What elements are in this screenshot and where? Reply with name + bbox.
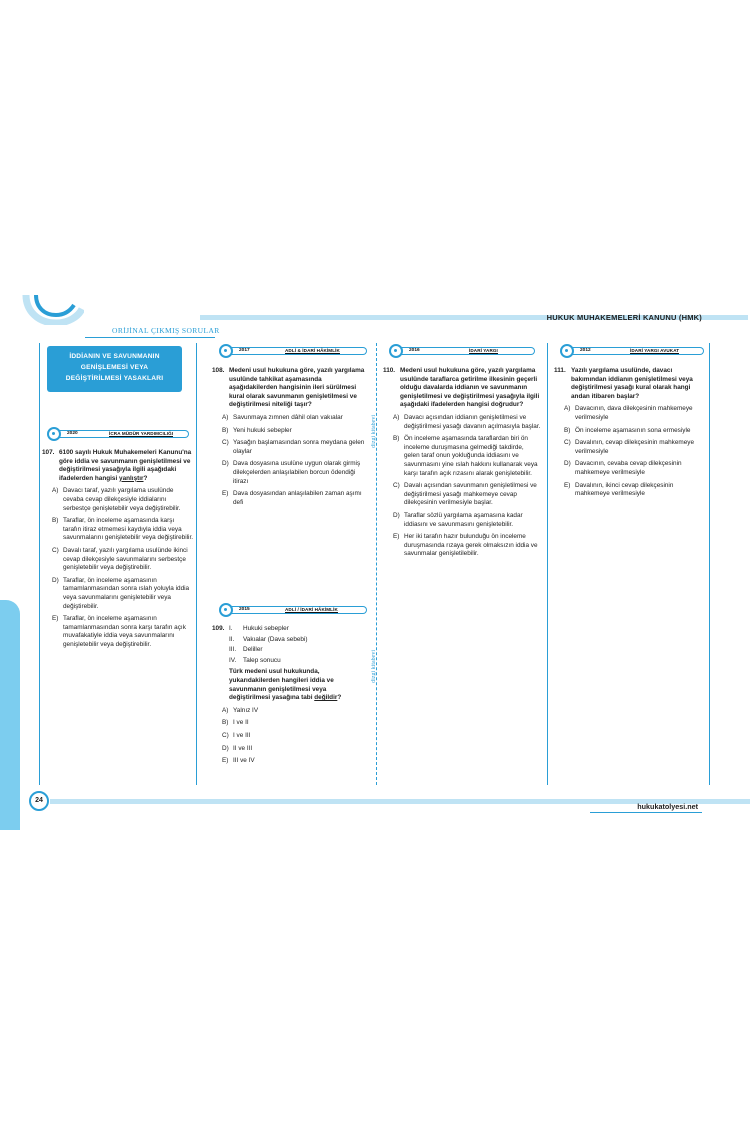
answer-option[interactable] <box>212 490 368 507</box>
roman-item <box>212 646 368 655</box>
ring-icon <box>560 344 574 358</box>
option-key: C) <box>393 482 400 490</box>
exam-source: ADLİ & İDARİ HÂKİMLİK <box>285 347 340 353</box>
answer-option[interactable] <box>383 435 541 478</box>
question-number: 108. <box>212 367 225 374</box>
question-stem-end: ? <box>143 474 148 482</box>
swoosh-logo-icon <box>22 295 84 325</box>
exam-source: İDARİ YARGI AVUKAT <box>630 347 680 353</box>
option-key: B) <box>52 517 59 525</box>
answer-option[interactable] <box>212 460 368 486</box>
roman-item <box>212 657 368 666</box>
option-text: Davalı taraf, yazılı yargılama usulünde ikinci cevap dilekçesiyle savunmalarını serbestçe genişletebilir veya değiştirebilir. <box>63 546 188 572</box>
option-key: D) <box>52 576 59 584</box>
option-text: I ve III <box>233 731 251 739</box>
option-text: III ve IV <box>233 757 255 765</box>
question-stem: Medeni usul hukukuna göre, yazılı yargılama usulünde tahkikat aşamasında aşağıdakilerden hangisinin ileri sürülmesi kural olarak savunmanın genişletilmesi ve değiştirilmesi niteliği taşır? <box>229 367 365 409</box>
question-stem-text: Türk medeni usul hukukunda, yukarıdakilerden hangileri iddia ve savunmanın genişletilmesi veya değiştirilmesi yasağına tabi <box>229 668 334 702</box>
option-key: B) <box>222 426 229 434</box>
answer-option[interactable] <box>42 615 193 649</box>
option-key: C) <box>222 439 229 447</box>
option-text: I ve II <box>233 719 249 727</box>
roman-text: Vakıalar (Dava sebebi) <box>243 635 308 643</box>
option-key: C) <box>222 731 229 739</box>
ring-icon <box>219 603 233 617</box>
left-edge-tab <box>0 600 20 830</box>
option-text: Dava dosyasından anlaşılabilen zaman aşımı defi <box>233 490 362 506</box>
answer-option[interactable] <box>383 512 541 529</box>
option-text: Ön inceleme aşamasının sona ermesiyle <box>575 426 691 434</box>
answer-option[interactable] <box>212 719 368 728</box>
roman-key: IV. <box>229 656 237 664</box>
option-text: Davalı açısından savunmanın genişletilmesi ve değiştirilmesi yasağı mahkemeye cevap dilekçesinin verilmesiyle başlar. <box>404 482 537 507</box>
page-number: 24 <box>29 791 49 811</box>
question-stem: 6100 sayılı Hukuk Muhakemeleri Kanunu'na göre iddia ve savunmanın genişletilmesi ve değiştirilmesi yasağıyla ilgili aşağıdaki ifadelerden hangisi <box>59 449 192 482</box>
exam-source: İDARİ YARGI <box>469 347 498 353</box>
option-text: Ön inceleme aşamasında taraflardan biri ön inceleme duruşmasına gelmediği takdirde, gelen taraf onun yokluğunda iddiasını ve savunmasını yine ıslah hakkını kullanarak veya karşı tarafın açık rızasını alarak genişletebilir. <box>404 435 538 477</box>
exam-year: 2016 <box>409 348 420 353</box>
topic-line: İDDİANIN VE SAVUNMANIN <box>69 353 160 360</box>
roman-item <box>212 636 368 645</box>
question-source-tag <box>219 603 367 617</box>
answer-option[interactable] <box>212 414 368 423</box>
option-key: A) <box>52 487 59 495</box>
question-109 <box>212 623 368 766</box>
question-stem: Yazılı yargılama usulünde, davacı bakımından iddianın genişletilmesi veya değiştirilmesi yasağı kural olarak hangi andan itibaren başlar? <box>571 367 693 400</box>
option-text: Davacının, dava dilekçesinin mahkemeye verilmesiyle <box>575 405 693 421</box>
roman-key: III. <box>229 646 237 654</box>
roman-text: Deliller <box>243 646 263 654</box>
exam-year: 2017 <box>239 348 250 353</box>
option-key: A) <box>393 413 400 421</box>
footer-underline <box>590 812 702 813</box>
option-key: A) <box>222 706 229 714</box>
option-key: D) <box>393 511 400 519</box>
column-divider-left <box>39 343 40 785</box>
option-key: D) <box>564 460 571 468</box>
column-divider-1 <box>196 343 197 785</box>
option-text: Her iki tarafın hazır bulunduğu ön inceleme duruşmasında rızaya gerek olmaksızın iddia ve savunmalar genişletilebilir. <box>404 533 538 558</box>
answer-option[interactable] <box>212 745 368 754</box>
option-key: E) <box>564 481 571 489</box>
question-stem-end: ? <box>337 694 342 702</box>
answer-option[interactable] <box>554 405 706 422</box>
question-number: 109. <box>212 625 225 632</box>
option-key: A) <box>564 405 571 413</box>
ring-icon <box>389 344 403 358</box>
option-text: Yasağın başlamasından sonra meydana gelen olaylar <box>233 439 365 455</box>
book-page <box>0 295 750 830</box>
column-divider-3 <box>547 343 548 785</box>
exam-year: 2015 <box>239 607 250 612</box>
option-key: E) <box>222 757 229 765</box>
option-key: D) <box>222 460 229 468</box>
answer-option[interactable] <box>554 439 706 456</box>
question-110 <box>383 367 541 559</box>
option-text: Yeni hukuki sebepler <box>233 426 292 434</box>
exam-year: 2012 <box>580 348 591 353</box>
question-number: 111. <box>554 367 566 374</box>
topic-heading-box <box>47 346 182 392</box>
column-divider-2 <box>376 343 377 785</box>
option-key: A) <box>222 413 229 421</box>
answer-option[interactable] <box>212 732 368 741</box>
book-title: HUKUK MUHAKEMELERİ KANUNU (HMK) <box>546 313 702 322</box>
answer-option[interactable] <box>212 439 368 456</box>
option-key: D) <box>222 744 229 752</box>
answer-option[interactable] <box>383 482 541 508</box>
ring-icon <box>47 427 61 441</box>
question-number: 110. <box>383 367 396 374</box>
option-text: Taraflar, ön inceleme aşamasında karşı tarafın itiraz etmemesi kaydıyla iddia veya savunmalarını genişletebilir veya değiştirebilir. <box>63 517 194 542</box>
option-text: Taraflar, ön inceleme aşamasının tamamlanmasından sonra karşı tarafın açık muvafakatiyle iddia veya savunmalarını genişletebilir veya değiştirebilir. <box>63 615 186 648</box>
option-key: E) <box>393 533 400 541</box>
question-111 <box>554 367 706 499</box>
option-key: B) <box>564 426 571 434</box>
question-stem-emphasis: değildir <box>314 694 338 702</box>
option-text: Taraflar sözlü yargılama aşamasına kadar iddiasını ve savunmasını genişletebilir. <box>404 511 523 528</box>
answer-option[interactable] <box>42 577 193 611</box>
topic-line: DEĞİŞTİRİLMESİ YASAKLARI <box>65 375 164 382</box>
answer-option[interactable] <box>383 533 541 559</box>
footer-website: hukukatolyesi.net <box>637 802 698 811</box>
question-stem <box>229 668 368 702</box>
section-subtitle: ORİJİNAL ÇIKMIŞ SORULAR <box>112 326 220 335</box>
option-key: E) <box>222 490 229 498</box>
question-stem: Medeni usul hukukuna göre, yazılı yargılama usulünde taraflarca getirilme ilkesinin geçerli olduğu davalarda iddianın ve savunmanın genişletilmesi ve değiştirilmesi yasağıyla ilgili aşağıdaki ifadelerden hangisi doğrudur? <box>400 367 540 409</box>
answer-option[interactable] <box>383 414 541 431</box>
roman-item <box>212 625 368 634</box>
option-key: C) <box>564 439 571 447</box>
answer-option[interactable] <box>554 427 706 436</box>
option-text: Davalının, cevap dilekçesinin mahkemeye verilmesiyle <box>575 439 694 455</box>
side-brand-text: dizgi kitabevi <box>371 415 377 448</box>
answer-option[interactable] <box>212 707 368 716</box>
answer-option[interactable] <box>212 427 368 436</box>
option-text: Davacı açısından iddianın genişletilmesi ve değiştirilmesi yasağı davanın açılmasıyla başlar. <box>404 413 541 430</box>
question-stem-emphasis: yanlıştır <box>119 474 144 482</box>
option-text: Davacı taraf, yazılı yargılama usulünde cevaba cevap dilekçesiyle iddialarını serbestçe genişletebilir veya değiştirebilir. <box>63 487 181 512</box>
answer-option[interactable] <box>42 487 193 513</box>
question-source-tag <box>47 427 189 441</box>
subtitle-underline <box>85 337 215 338</box>
option-text: Savunmaya zımnen dâhil olan vakıalar <box>233 413 343 421</box>
option-text: Yalnız IV <box>233 706 259 714</box>
question-source-tag <box>389 344 535 358</box>
option-text: Davacının, cevaba cevap dilekçesinin mahkemeye verilmesiyle <box>575 460 682 476</box>
ring-icon <box>219 344 233 358</box>
option-text: Taraflar, ön inceleme aşamasının tamamlanmasından sonra ıslah yoluyla iddia veya savunmalarını genişletebilir veya değiştirebilir. <box>63 576 190 610</box>
answer-option[interactable] <box>554 482 706 499</box>
exam-year: 2020 <box>67 431 78 436</box>
answer-option[interactable] <box>554 460 706 477</box>
column-divider-right <box>709 343 710 785</box>
exam-source: ADLİ / İDARİ HÂKİMLİK <box>285 606 338 612</box>
option-text: Dava dosyasına usulüne uygun olarak girmiş dilekçelerden anlaşılabilen borcun ödendiği itirazı <box>233 460 361 485</box>
answer-option[interactable] <box>42 547 193 573</box>
question-source-tag <box>560 344 704 358</box>
option-key: B) <box>393 435 400 443</box>
question-108 <box>212 367 368 507</box>
question-number: 107. <box>42 449 55 456</box>
option-text: II ve III <box>233 744 253 752</box>
option-key: C) <box>52 546 59 554</box>
roman-key: II. <box>229 635 235 643</box>
exam-source: İCRA MÜDÜR YARDIMCILIĞI <box>109 430 174 436</box>
option-text: Davalının, ikinci cevap dilekçesinin mahkemeye verilmesiyle <box>575 481 674 498</box>
option-key: E) <box>52 615 59 623</box>
side-brand-text: dizgi kitabevi <box>371 650 377 683</box>
roman-text: Hukuki sebepler <box>243 625 289 632</box>
answer-option[interactable] <box>42 517 193 543</box>
question-107 <box>42 449 193 649</box>
answer-option[interactable] <box>212 757 368 766</box>
roman-key: I. <box>229 625 233 632</box>
topic-line: GENİŞLEMESİ VEYA <box>80 364 149 371</box>
question-source-tag <box>219 344 367 358</box>
roman-text: Talep sonucu <box>243 656 281 664</box>
option-key: B) <box>222 719 229 727</box>
